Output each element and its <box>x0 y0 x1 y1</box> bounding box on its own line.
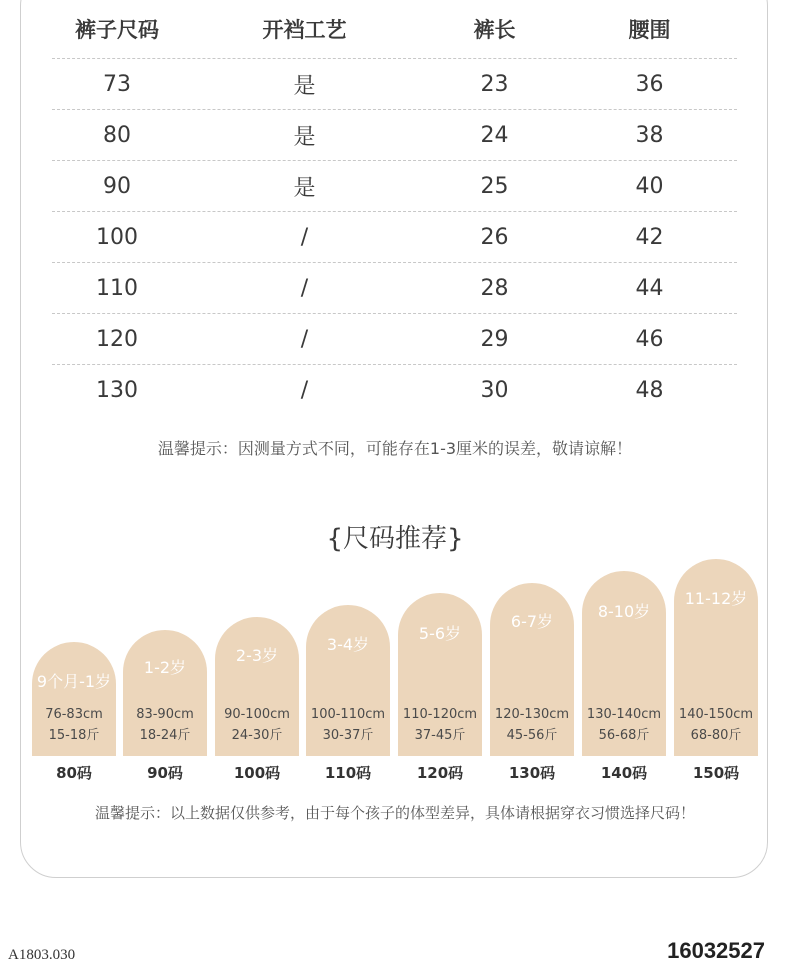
recommend-title: {尺码推荐} <box>326 524 464 554</box>
cell-size: 100 <box>96 224 138 250</box>
footer-left-code: A1803.030 <box>8 947 76 963</box>
arch-weight: 15-18斤 <box>48 728 100 743</box>
table-header <box>52 0 737 58</box>
arch-weight: 56-68斤 <box>598 728 650 743</box>
table-row <box>52 58 737 109</box>
cell-waist: 40 <box>635 173 664 199</box>
table-row <box>52 160 737 211</box>
arch-age: 1-2岁 <box>143 658 187 677</box>
footer-right-code: 16032527 <box>667 938 765 963</box>
cell-size: 90 <box>103 173 131 199</box>
size-code-label: 100码 <box>233 764 281 782</box>
size-code-label: 150码 <box>692 764 740 782</box>
cell-size: 73 <box>103 71 131 97</box>
size-code-label: 130码 <box>508 764 556 782</box>
arch-height: 90-100cm <box>224 707 290 722</box>
size-arch <box>490 583 574 756</box>
size-arch <box>398 593 482 756</box>
cell-size: 80 <box>103 122 131 148</box>
measurement-note: 温馨提示：因测量方式不同，可能存在1-3厘米的误差，敬请谅解！ <box>157 439 633 458</box>
cell-open-crotch: / <box>300 326 309 352</box>
arch-height: 76-83cm <box>45 707 103 722</box>
size-arch <box>582 571 666 756</box>
cell-length: 30 <box>480 377 509 403</box>
arch-height: 130-140cm <box>586 707 662 722</box>
cell-length: 26 <box>480 224 509 250</box>
size-table <box>52 0 737 415</box>
cell-waist: 46 <box>635 326 664 352</box>
arch-weight: 37-45斤 <box>414 728 466 743</box>
arch-age: 5-6岁 <box>418 624 462 643</box>
arch-age: 8-10岁 <box>597 602 651 621</box>
arch-age: 6-7岁 <box>510 612 554 631</box>
size-code-label: 90码 <box>147 764 183 782</box>
cell-waist: 48 <box>635 377 664 403</box>
arch-age: 3-4岁 <box>326 635 370 654</box>
cell-length: 29 <box>480 326 509 352</box>
reference-note: 温馨提示：以上数据仅供参考，由于每个孩子的体型差异，具体请根据穿衣习惯选择尺码！ <box>94 804 695 822</box>
cell-open-crotch: 是 <box>293 124 316 150</box>
arch-weight: 30-37斤 <box>322 728 374 743</box>
size-arch <box>123 630 207 756</box>
arch-height: 110-120cm <box>402 707 478 722</box>
cell-size: 130 <box>96 377 138 403</box>
table-row <box>52 313 737 364</box>
header-length: 裤长 <box>473 18 516 42</box>
size-code-label: 140码 <box>600 764 648 782</box>
size-code-label: 110码 <box>324 764 372 782</box>
table-row <box>52 262 737 313</box>
arch-height: 100-110cm <box>310 707 386 722</box>
arch-height: 120-130cm <box>494 707 570 722</box>
cell-length: 25 <box>480 173 509 199</box>
cell-open-crotch: 是 <box>293 73 316 99</box>
cell-waist: 38 <box>635 122 664 148</box>
arch-age: 2-3岁 <box>235 646 279 665</box>
cell-open-crotch: / <box>300 224 309 250</box>
arch-height: 83-90cm <box>136 707 194 722</box>
cell-length: 24 <box>480 122 509 148</box>
arch-height: 140-150cm <box>678 707 754 722</box>
header-open-crotch: 开裆工艺 <box>262 18 347 42</box>
size-arch <box>215 617 299 756</box>
table-row <box>52 109 737 160</box>
size-code-label: 80码 <box>56 764 92 782</box>
size-arch <box>32 642 116 756</box>
cell-size: 120 <box>96 326 138 352</box>
cell-waist: 42 <box>635 224 664 250</box>
cell-waist: 44 <box>635 275 664 301</box>
size-arch <box>674 559 758 756</box>
table-row <box>52 211 737 262</box>
arch-age: 9个月-1岁 <box>36 672 112 691</box>
cell-open-crotch: / <box>300 377 309 403</box>
arch-age: 11-12岁 <box>684 589 748 608</box>
cell-size: 110 <box>96 275 138 301</box>
arch-weight: 24-30斤 <box>231 728 283 743</box>
size-arch <box>306 605 390 756</box>
header-waist: 腰围 <box>628 18 671 42</box>
cell-open-crotch: 是 <box>293 175 316 201</box>
header-size: 裤子尺码 <box>75 18 159 42</box>
arch-weight: 18-24斤 <box>139 728 191 743</box>
arch-weight: 45-56斤 <box>506 728 558 743</box>
arch-weight: 68-80斤 <box>690 728 742 743</box>
size-code-label: 120码 <box>416 764 464 782</box>
cell-waist: 36 <box>635 71 664 97</box>
cell-open-crotch: / <box>300 275 309 301</box>
cell-length: 23 <box>480 71 509 97</box>
cell-length: 28 <box>480 275 509 301</box>
table-row <box>52 364 737 415</box>
